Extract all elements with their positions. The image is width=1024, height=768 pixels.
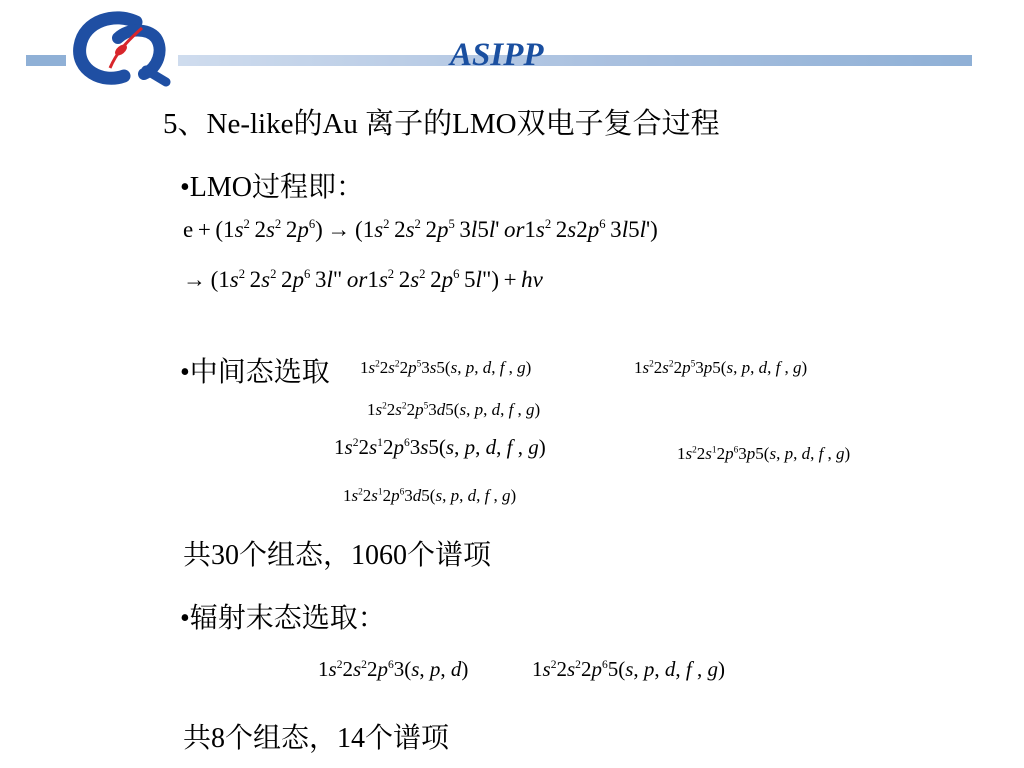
config-final-1: $1s^22s^22p^63(s$, p, d) (318, 657, 469, 681)
equation-lmo-line-2: → ($1s^2$ $2s^2$ $2p^6$ 3l" $or1s^2$ $2s^2$ $2p^6$ 5l") + hν (183, 267, 543, 292)
config-intermediate-1: $1s^22s^22p^53s5(s$, p, d, f , g) (360, 358, 532, 377)
header-bar-right (178, 55, 972, 66)
header-bar-left (26, 55, 66, 66)
asipp-logo-icon (66, 8, 176, 88)
brand-name: ASIPP (450, 37, 544, 73)
config-intermediate-2: $1s^22s^22p^53p5(s$, p, d, f , g) (634, 358, 808, 377)
config-intermediate-3: $1s^22s^22p^53d5(s$, p, d, f , g) (367, 400, 541, 419)
config-final-2: $1s^22s^22p^65(s$, p, d, f , g) (532, 657, 725, 681)
equation-lmo-line-1: $e + (1s^2$ $2s^2$ $2p^6) \to (1s^2$ $2s^2$ $2p^5$ 3l5l' $or1s^2$ $2s2p^6$ 3l5l') (183, 217, 658, 242)
config-intermediate-4: $1s^22s^12p^63s5(s$, p, d, f , g) (334, 435, 546, 459)
bullet-final-states: •辐射末态选取： (180, 603, 386, 634)
config-intermediate-5: $1s^22s^12p^63p5(s$, p, d, f , g) (677, 444, 851, 463)
config-intermediate-6: $1s^22s^12p^63d5(s$, p, d, f , g) (343, 486, 517, 505)
summary-intermediate: 共30个组态，1060个谱项 (183, 540, 492, 571)
slide-title: 5、Ne-like的Au 离子的LMO双电子复合过程 (163, 108, 720, 140)
bullet-intermediate-states: •中间态选取 (180, 357, 330, 388)
bullet-lmo-process: •LMO过程即： (180, 172, 365, 203)
summary-final: 共8个组态，14个谱项 (183, 723, 450, 754)
